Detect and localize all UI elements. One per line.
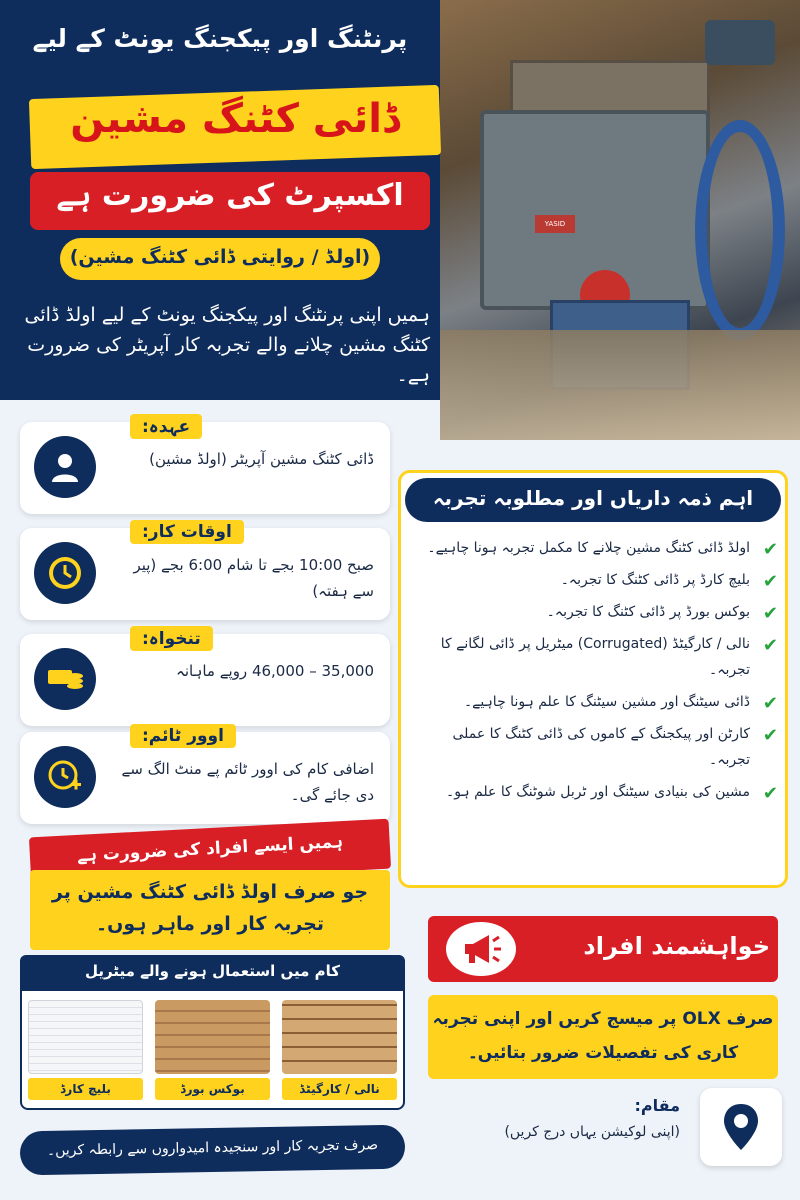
responsibilities-title: اہم ذمہ داریاں اور مطلوبہ تجربہ (432, 486, 754, 510)
machine-motor (705, 20, 775, 65)
clock-icon (34, 542, 96, 604)
list-item (414, 567, 780, 593)
check-icon: ✔ (762, 539, 778, 560)
card-salary (20, 629, 390, 726)
header-top-line: پرنٹنگ اور پیکجنگ یونٹ کے لیے (32, 24, 408, 53)
check-icon: ✔ (762, 571, 778, 592)
list-item-text: بلیچ کارڈ پر ڈائی کٹنگ کا تجربہ۔ (560, 572, 750, 588)
card-text: صبح 10:00 بجے تا شام 6:00 بجے (پیر سے ہفتہ) (133, 556, 374, 600)
list-item (414, 599, 780, 625)
list-item (414, 535, 780, 561)
location-pin-icon (700, 1088, 782, 1166)
bleach-card-image (28, 1000, 143, 1074)
need-title: ہمیں ایسے افراد کی ضرورت ہے (76, 832, 344, 866)
list-item-text: نالی / کارگیٹڈ (Corrugated) میٹریل پر ڈائی لگانے کا تجربہ۔ (440, 636, 750, 678)
applicants-text: صرف OLX پر میسج کریں اور اپنی تجربہ کاری کی تفصیلات ضرور بتائیں۔ (432, 1009, 774, 1063)
need-text: جو صرف اولڈ ڈائی کٹنگ مشین پر تجربہ کار اور ماہر ہوں۔ (51, 881, 369, 935)
material-box-board (155, 1000, 270, 1100)
machine-photo (440, 0, 800, 440)
material-bleach-card (28, 1000, 143, 1100)
responsibilities-list (414, 535, 780, 811)
list-item (414, 689, 780, 715)
check-icon: ✔ (762, 693, 778, 714)
material-caption: نالی / کارگیٹڈ (282, 1078, 397, 1100)
list-item (414, 779, 780, 805)
card-hours (20, 522, 390, 620)
list-item (414, 631, 780, 683)
list-item-text: مشین کی بنیادی سیٹنگ اور ٹربل شوٹنگ کا علم ہو۔ (445, 784, 750, 800)
machine-flywheel (695, 120, 785, 340)
card-text: ڈائی کٹنگ مشین آپریٹر (اولڈ مشین) (149, 450, 374, 468)
check-icon: ✔ (762, 603, 778, 624)
main-title: ڈائی کٹنگ مشین (70, 96, 400, 142)
card-label: تنخواہ: (130, 626, 213, 651)
card-label: عہدہ: (130, 414, 202, 439)
list-item-text: اولڈ ڈائی کٹنگ مشین چلانے کا مکمل تجربہ ہونا چاہیے۔ (427, 540, 750, 556)
card-text: اضافی کام کی اوور ٹائم پے منٹ الگ سے دی جائے گی۔ (121, 760, 374, 804)
corrugated-image (282, 1000, 397, 1074)
floor-scraps (440, 330, 800, 440)
person-icon (34, 436, 96, 498)
location-text: (اپنی لوکیشن یہاں درج کریں) (504, 1124, 680, 1140)
card-text: 35,000 – 46,000 روپے ماہانہ (176, 662, 374, 680)
subtitle: اکسپرٹ کی ضرورت ہے (56, 178, 404, 213)
list-item-text: کارٹن اور پیکجنگ کے کاموں کی ڈائی کٹنگ کا عملی تجربہ۔ (452, 726, 750, 768)
check-icon: ✔ (762, 783, 778, 804)
box-board-image (155, 1000, 270, 1074)
material-caption: بلیچ کارڈ (28, 1078, 143, 1100)
money-icon (34, 648, 96, 710)
clock-plus-icon (34, 746, 96, 808)
location-label: مقام: (634, 1096, 680, 1115)
machine-type-text: (اولڈ / روایتی ڈائی کٹنگ مشین) (69, 246, 371, 268)
list-item-text: ڈائی سیٹنگ اور مشین سیٹنگ کا علم ہونا چاہیے۔ (463, 694, 750, 710)
card-overtime (20, 726, 390, 824)
intro-paragraph: ہمیں اپنی پرنٹنگ اور پیکجنگ یونٹ کے لیے اولڈ ڈائی کٹنگ مشین چلانے والے تجربہ کار آپریٹر کی ضرورت ہے۔ (24, 304, 430, 386)
list-item (414, 721, 780, 773)
applicants-title: خواہشمند افراد (583, 932, 770, 960)
material-corrugated (282, 1000, 397, 1100)
list-item-text: بوکس بورڈ پر ڈائی کٹنگ کا تجربہ۔ (546, 604, 750, 620)
check-icon: ✔ (762, 635, 778, 656)
footer-text: صرف تجربہ کار اور سنجیدہ امیدواروں سے رابطہ کریں۔ (46, 1137, 379, 1159)
card-position (20, 417, 390, 514)
materials-title: کام میں استعمال ہونے والے میٹریل (85, 962, 340, 980)
check-icon: ✔ (762, 725, 778, 746)
card-label: اوور ٹائم: (130, 724, 236, 748)
card-label: اوقات کار: (130, 520, 244, 544)
machine-nameplate: YASID (535, 215, 575, 233)
megaphone-icon (446, 922, 516, 976)
material-caption: بوکس بورڈ (155, 1078, 270, 1100)
